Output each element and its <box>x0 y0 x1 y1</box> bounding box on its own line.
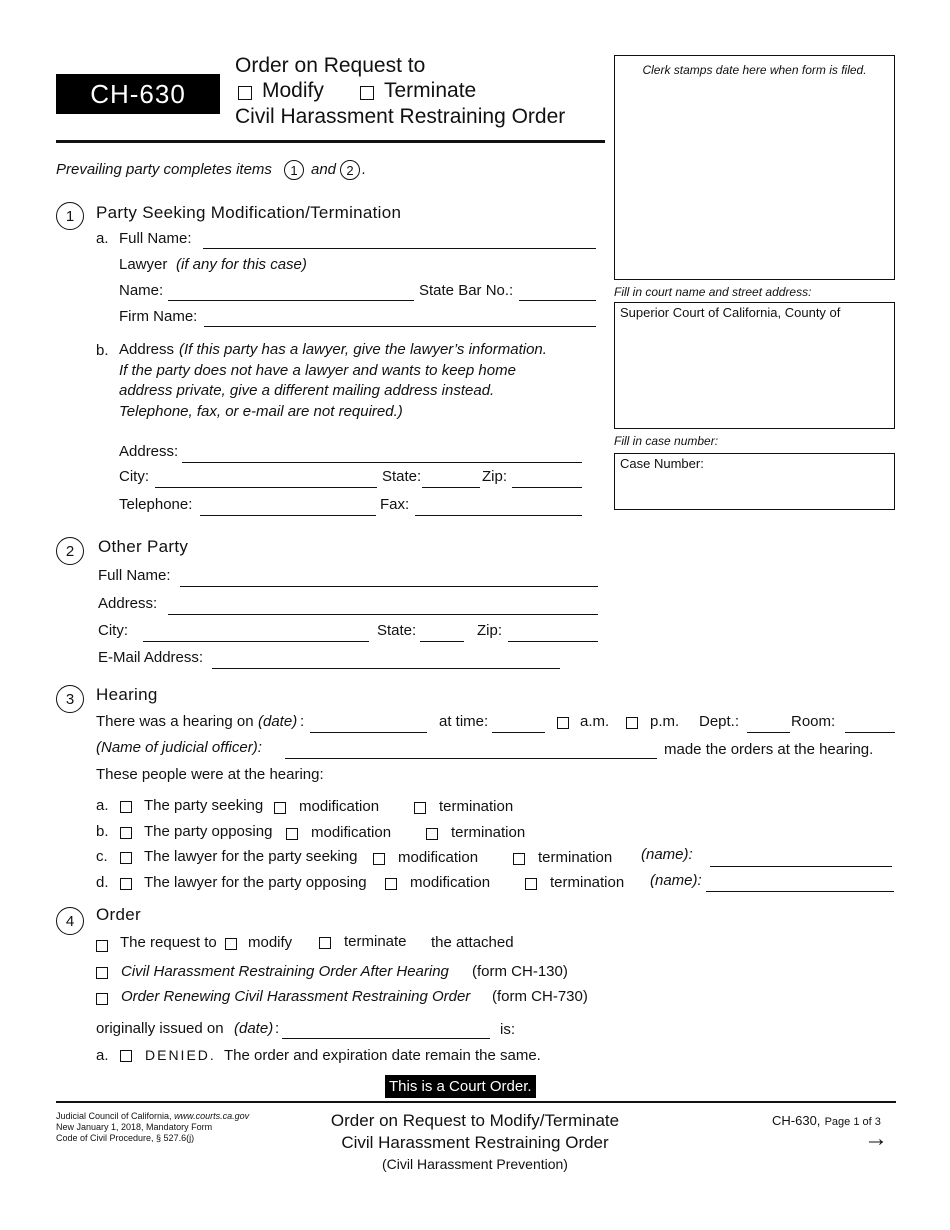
section4-terminate-checkbox[interactable] <box>319 937 331 949</box>
section3-pm-checkbox[interactable] <box>626 717 638 729</box>
section1-city-label: City: <box>119 468 149 485</box>
court-name-value: Superior Court of California, County of <box>620 305 841 320</box>
section3-row-d-label: The lawyer for the party opposing <box>144 874 367 891</box>
section2-email-field[interactable] <box>212 668 560 669</box>
section3-pm-label: p.m. <box>650 713 680 730</box>
section4-option1-form: (form CH-130) <box>472 963 568 980</box>
section3-hearing-on-label: There was a hearing on <box>96 713 254 730</box>
header-modify-checkbox[interactable] <box>238 86 252 100</box>
next-page-arrow-icon[interactable]: → <box>864 1125 888 1152</box>
section3-row-a-modification-checkbox[interactable] <box>274 802 286 814</box>
section3-row-a-termination-label: termination <box>439 798 514 815</box>
intro-and: and <box>311 161 337 178</box>
header-title-line1: Order on Request to <box>235 54 426 77</box>
header-modify-label: Modify <box>262 79 324 102</box>
section3-row-d-termination-checkbox[interactable] <box>525 878 537 890</box>
section4-is-label: is: <box>500 1021 515 1038</box>
section3-people-label: These people were at the hearing: <box>96 766 324 783</box>
court-name-label: Fill in court name and street address: <box>614 285 812 299</box>
section3-room-field[interactable] <box>845 732 895 733</box>
section3-row-b-modification-label: modification <box>311 824 392 841</box>
section4-request-checkbox[interactable] <box>96 940 108 952</box>
section1-fax-label: Fax: <box>380 496 410 513</box>
section2-state-field[interactable] <box>420 641 464 642</box>
section3-row-b-termination-checkbox[interactable] <box>426 828 438 840</box>
intro-period: . <box>362 161 367 178</box>
section4-issued-date-field[interactable] <box>282 1038 490 1039</box>
footer-page-number: Page 1 of 3 <box>824 1116 881 1128</box>
section2-title: Other Party <box>98 537 189 556</box>
section3-row-b-label: The party opposing <box>144 823 273 840</box>
section2-address-label: Address: <box>98 595 158 612</box>
section1-zip-label: Zip: <box>482 468 508 485</box>
section1-state-label: State: <box>382 468 422 485</box>
intro-text: Prevailing party completes items <box>56 161 272 178</box>
section1-address-field[interactable] <box>182 462 582 463</box>
section3-am-label: a.m. <box>580 713 610 730</box>
section1-state-bar-label: State Bar No.: <box>419 282 514 299</box>
section3-date-label: (date) <box>258 713 298 730</box>
section3-row-a-modification-label: modification <box>299 798 380 815</box>
section1-b-letter: b. <box>96 342 109 359</box>
section4-number: 4 <box>56 907 84 935</box>
section3-am-checkbox[interactable] <box>557 717 569 729</box>
case-number-label: Fill in case number: <box>614 434 719 448</box>
section4-modify-label: modify <box>248 934 293 951</box>
section1-address-note-1: (If this party has a lawyer, give the lawyer’s information. <box>179 341 547 358</box>
section4-date-colon: : <box>275 1020 280 1037</box>
section2-number: 2 <box>56 537 84 565</box>
section1-firm-name-field[interactable] <box>204 326 596 327</box>
section3-at-time-label: at time: <box>439 713 489 730</box>
section3-row-c-label: The lawyer for the party seeking <box>144 848 358 865</box>
section3-row-d-modification-label: modification <box>410 874 491 891</box>
section3-title: Hearing <box>96 685 158 704</box>
section1-city-field[interactable] <box>155 487 377 488</box>
footer-rule <box>56 1101 896 1103</box>
section3-number: 3 <box>56 685 84 713</box>
section2-zip-label: Zip: <box>477 622 503 639</box>
intro-item-2-marker: 2 <box>340 160 360 180</box>
section4-a-letter: a. <box>96 1047 109 1064</box>
section3-row-c-name-label: (name): <box>641 846 693 863</box>
section1-title: Party Seeking Modification/Termination <box>96 203 402 222</box>
section3-row-c-modification-label: modification <box>398 849 479 866</box>
section3-row-c-termination-label: termination <box>538 849 613 866</box>
section1-full-name-label: Full Name: <box>119 230 192 247</box>
section4-denied-text: The order and expiration date remain the same. <box>224 1047 541 1064</box>
section1-lawyer-name-label: Name: <box>119 282 164 299</box>
section3-row-d-letter: d. <box>96 874 109 891</box>
section3-row-b-letter: b. <box>96 823 109 840</box>
clerk-stamp-box <box>614 55 895 280</box>
section3-row-b-checkbox[interactable] <box>120 827 132 839</box>
section1-lawyer-note: (if any for this case) <box>176 256 307 273</box>
section1-address-note-2: If the party does not have a lawyer and wants to keep home <box>119 362 516 379</box>
section4-denied-checkbox[interactable] <box>120 1050 132 1062</box>
section3-date-colon: : <box>300 713 305 730</box>
section3-time-field[interactable] <box>492 732 545 733</box>
court-name-box[interactable] <box>614 302 895 429</box>
section2-address-field[interactable] <box>168 614 598 615</box>
section3-judicial-officer-label: (Name of judicial officer): <box>96 739 262 756</box>
section4-originally-label: originally issued on <box>96 1020 224 1037</box>
section3-room-label: Room: <box>791 713 836 730</box>
section1-lawyer-name-field[interactable] <box>168 300 414 301</box>
section1-full-name-field[interactable] <box>203 248 596 249</box>
footer-form-id: CH-630, <box>772 1113 821 1128</box>
footer-left-line2: New January 1, 2018, Mandatory Form <box>56 1122 213 1132</box>
section1-a-letter: a. <box>96 230 109 247</box>
header-rule <box>56 140 605 143</box>
section2-city-field[interactable] <box>143 641 369 642</box>
case-number-value: Case Number: <box>620 456 704 471</box>
footer-center-subtitle: (Civil Harassment Prevention) <box>382 1156 568 1172</box>
section3-row-d-name-label: (name): <box>650 872 702 889</box>
section1-fax-field[interactable] <box>415 515 582 516</box>
section3-row-d-modification-checkbox[interactable] <box>385 878 397 890</box>
section3-row-d-termination-label: termination <box>550 874 625 891</box>
court-order-banner: This is a Court Order. <box>385 1075 536 1098</box>
section1-lawyer-label: Lawyer <box>119 256 168 273</box>
section4-option1-checkbox[interactable] <box>96 967 108 979</box>
section1-telephone-field[interactable] <box>200 515 376 516</box>
section3-row-a-label: The party seeking <box>144 797 264 814</box>
section3-hearing-date-field[interactable] <box>310 732 427 733</box>
section3-row-c-termination-checkbox[interactable] <box>513 853 525 865</box>
section1-zip-field[interactable] <box>512 487 582 488</box>
section1-firm-name-label: Firm Name: <box>119 308 198 325</box>
section2-full-name-field[interactable] <box>180 586 598 587</box>
clerk-stamp-note: Clerk stamps date here when form is filed. <box>642 63 867 77</box>
section3-row-d-checkbox[interactable] <box>120 878 132 890</box>
section3-row-a-termination-checkbox[interactable] <box>414 802 426 814</box>
section3-made-orders-text: made the orders at the hearing. <box>664 741 874 758</box>
section2-city-label: City: <box>98 622 128 639</box>
section2-zip-field[interactable] <box>508 641 598 642</box>
form-id-badge: CH-630 <box>56 74 220 114</box>
section4-attached-label: the attached <box>431 934 514 951</box>
section3-row-a-letter: a. <box>96 797 109 814</box>
section1-address-note-4: Telephone, fax, or e-mail are not required.) <box>119 403 403 420</box>
section4-terminate-label: terminate <box>344 933 407 950</box>
section4-option2-checkbox[interactable] <box>96 993 108 1005</box>
section4-request-to-label: The request to <box>120 934 217 951</box>
section3-row-c-name-field[interactable] <box>710 866 892 867</box>
section1-state-field[interactable] <box>422 487 480 488</box>
section3-row-c-checkbox[interactable] <box>120 852 132 864</box>
footer-left-line3: Code of Civil Procedure, § 527.6(j) <box>56 1133 195 1143</box>
section2-full-name-label: Full Name: <box>98 567 171 584</box>
section4-modify-checkbox[interactable] <box>225 938 237 950</box>
section3-row-a-checkbox[interactable] <box>120 801 132 813</box>
section3-dept-label: Dept.: <box>699 713 740 730</box>
section1-address-label: Address: <box>119 443 179 460</box>
section1-address-note-3: address private, give a different mailing address instead. <box>119 382 495 399</box>
header-terminate-label: Terminate <box>384 79 477 102</box>
section3-dept-field[interactable] <box>747 732 790 733</box>
section2-email-label: E-Mail Address: <box>98 649 204 666</box>
section1-state-bar-field[interactable] <box>519 300 596 301</box>
section1-address-heading: Address <box>119 341 175 358</box>
section4-option2-title: Order Renewing Civil Harassment Restraining Order <box>121 988 471 1005</box>
footer-center-title1: Order on Request to Modify/Terminate <box>330 1111 620 1130</box>
section4-denied-label: DENIED. <box>145 1047 216 1063</box>
footer-left-line1 <box>56 1111 249 1122</box>
header-terminate-checkbox[interactable] <box>360 86 374 100</box>
section3-row-c-letter: c. <box>96 848 108 865</box>
header-title-line3: Civil Harassment Restraining Order <box>235 105 566 128</box>
intro-item-1-marker: 1 <box>284 160 304 180</box>
section3-row-b-termination-label: termination <box>451 824 526 841</box>
section4-date-label: (date) <box>234 1020 274 1037</box>
section3-row-c-modification-checkbox[interactable] <box>373 853 385 865</box>
footer-center-title2: Civil Harassment Restraining Order <box>341 1133 609 1152</box>
section1-telephone-label: Telephone: <box>119 496 193 513</box>
footer-website: www.courts.ca.gov <box>174 1111 250 1121</box>
section1-number: 1 <box>56 202 84 230</box>
section3-row-b-modification-checkbox[interactable] <box>286 828 298 840</box>
section4-option1-title: Civil Harassment Restraining Order After Hearing <box>121 963 449 980</box>
section4-option2-form: (form CH-730) <box>492 988 588 1005</box>
footer-council: Judicial Council of California, <box>56 1111 175 1121</box>
section3-judicial-officer-field[interactable] <box>285 758 657 759</box>
section3-row-d-name-field[interactable] <box>706 891 894 892</box>
section2-state-label: State: <box>377 622 417 639</box>
section4-title: Order <box>96 905 141 924</box>
